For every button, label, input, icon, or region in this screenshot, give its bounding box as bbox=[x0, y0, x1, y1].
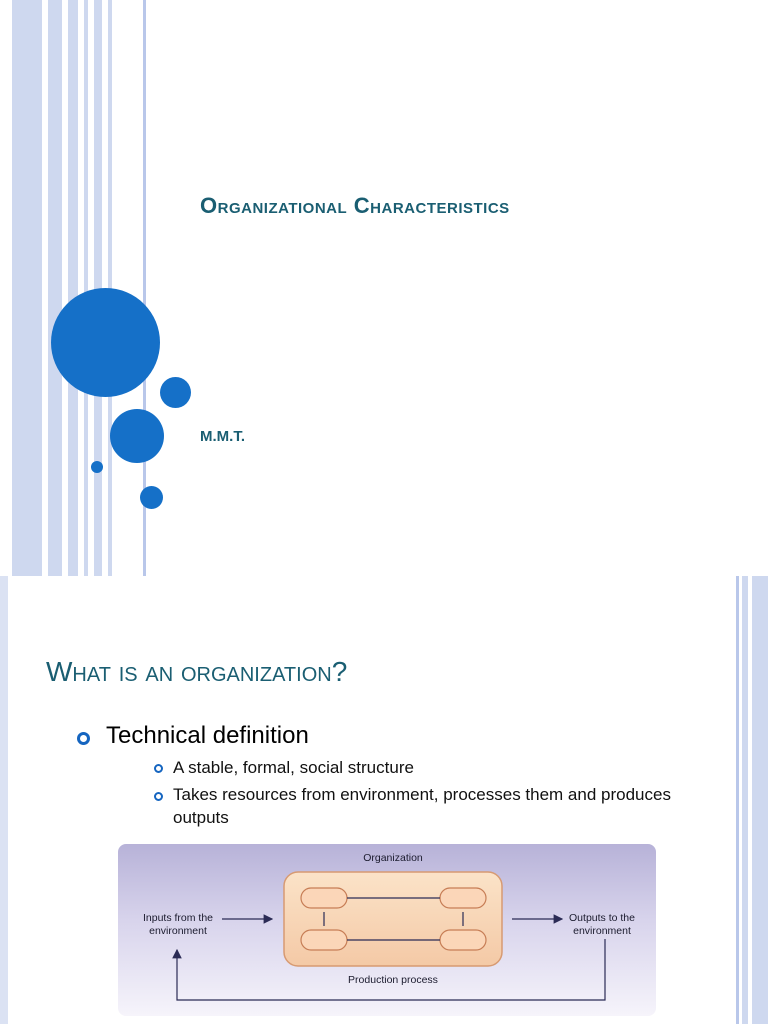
organization-diagram bbox=[118, 844, 656, 1016]
left-stripe bbox=[12, 0, 42, 576]
sub-bullet-text: A stable, formal, social structure bbox=[173, 758, 414, 777]
left-stripe bbox=[84, 0, 88, 576]
content-slide bbox=[0, 576, 768, 1024]
bullet-icon bbox=[77, 732, 90, 745]
decorative-circle-tiny bbox=[91, 461, 103, 473]
right-stripe bbox=[736, 576, 739, 1024]
decorative-circle-large bbox=[51, 288, 160, 397]
organization-box bbox=[284, 872, 502, 966]
left-stripe bbox=[68, 0, 78, 576]
bullet-text: Technical definition bbox=[106, 722, 309, 749]
process-node bbox=[301, 930, 347, 950]
production-process-label: Production process bbox=[348, 974, 438, 986]
outputs-label: Outputs to the environment bbox=[569, 912, 635, 937]
organization-label: Organization bbox=[363, 852, 423, 864]
process-node bbox=[440, 888, 486, 908]
inputs-label: Inputs from the environment bbox=[142, 912, 214, 937]
right-stripe bbox=[742, 576, 748, 1024]
process-node bbox=[440, 930, 486, 950]
sub-bullet-text: Takes resources from environment, processes them and produces outputs bbox=[173, 785, 671, 827]
process-node bbox=[301, 888, 347, 908]
left-stripe bbox=[48, 0, 62, 576]
right-stripe bbox=[752, 576, 768, 1024]
left-border bbox=[0, 576, 8, 1024]
decorative-circle-small bbox=[140, 486, 163, 509]
decorative-circle-small bbox=[160, 377, 191, 408]
slide-author: M.M.T. bbox=[200, 428, 245, 445]
decorative-circle-medium bbox=[110, 409, 164, 463]
left-stripe bbox=[0, 0, 10, 576]
slide-title: What is an organization? bbox=[46, 656, 348, 687]
sub-bullet-icon bbox=[154, 792, 163, 801]
sub-bullet-icon bbox=[154, 764, 163, 773]
slide-title: Organizational Characteristics bbox=[200, 193, 510, 218]
